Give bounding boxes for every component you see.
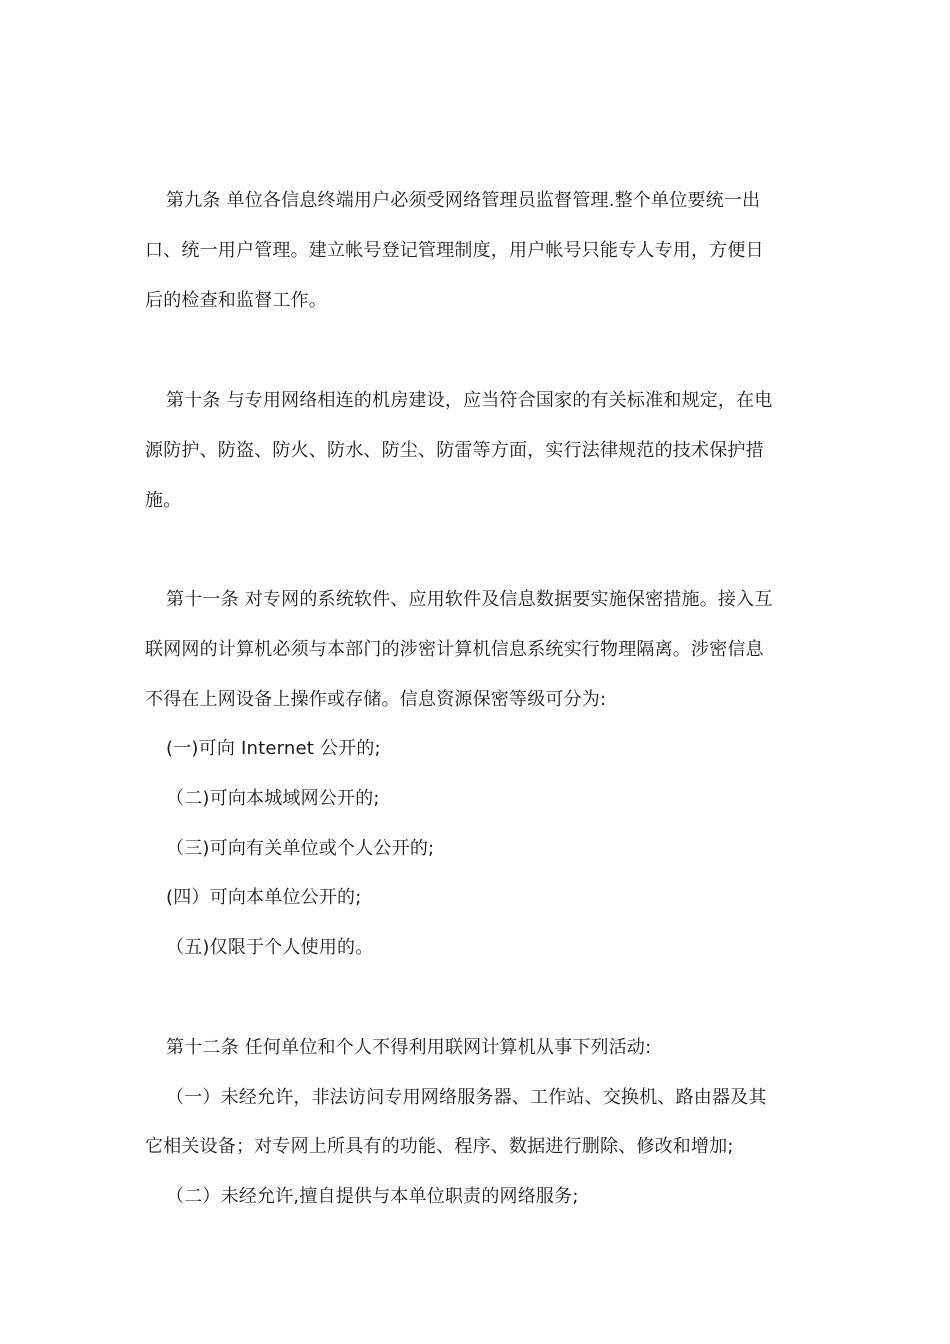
article-12-line-1: 第十二条 任何单位和个人不得利用联网计算机从事下列活动: (166, 1037, 652, 1058)
article-11-item-4: (四）可向本单位公开的; (166, 887, 362, 908)
article-11-line-2: 联网网的计算机必须与本部门的涉密计算机信息系统实行物理隔离。涉密信息 (145, 639, 764, 660)
article-11-item-2: （二)可向本城域网公开的; (166, 788, 380, 809)
article-10-line-3: 施。 (145, 490, 182, 511)
article-10-line-2: 源防护、防盗、防火、防水、防尘、防雷等方面，实行法律规范的技术保护措 (145, 440, 764, 461)
article-9-line-1: 第九条 单位各信息终端用户必须受网络管理员监督管理.整个单位要统一出 (166, 190, 761, 211)
article-11-line-1: 第十一条 对专网的系统软件、应用软件及信息数据要实施保密措施。接入互 (166, 589, 773, 610)
article-11-item-3: （三)可向有关单位或个人公开的; (166, 838, 435, 859)
article-12-item-1-cont: 它相关设备；对专网上所具有的功能、程序、数据进行删除、修改和增加; (145, 1136, 734, 1157)
article-11-item-1: (一)可向 Internet 公开的; (166, 738, 381, 759)
article-10-line-1: 第十条 与专用网络相连的机房建设，应当符合国家的有关标准和规定，在电 (166, 390, 773, 411)
article-12-item-2: （二）未经允许,擅自提供与本单位职责的网络服务; (166, 1186, 579, 1207)
article-9-line-3: 后的检查和监督工作。 (145, 290, 327, 311)
article-9-line-2: 口、统一用户管理。建立帐号登记管理制度，用户帐号只能专人专用，方便日 (145, 240, 764, 261)
article-11-line-3: 不得在上网设备上操作或存储。信息资源保密等级可分为: (145, 689, 607, 710)
article-12-item-1: （一）未经允许，非法访问专用网络服务器、工作站、交换机、路由器及其 (166, 1087, 767, 1108)
article-11-item-5: （五)仅限于个人使用的。 (166, 937, 374, 958)
